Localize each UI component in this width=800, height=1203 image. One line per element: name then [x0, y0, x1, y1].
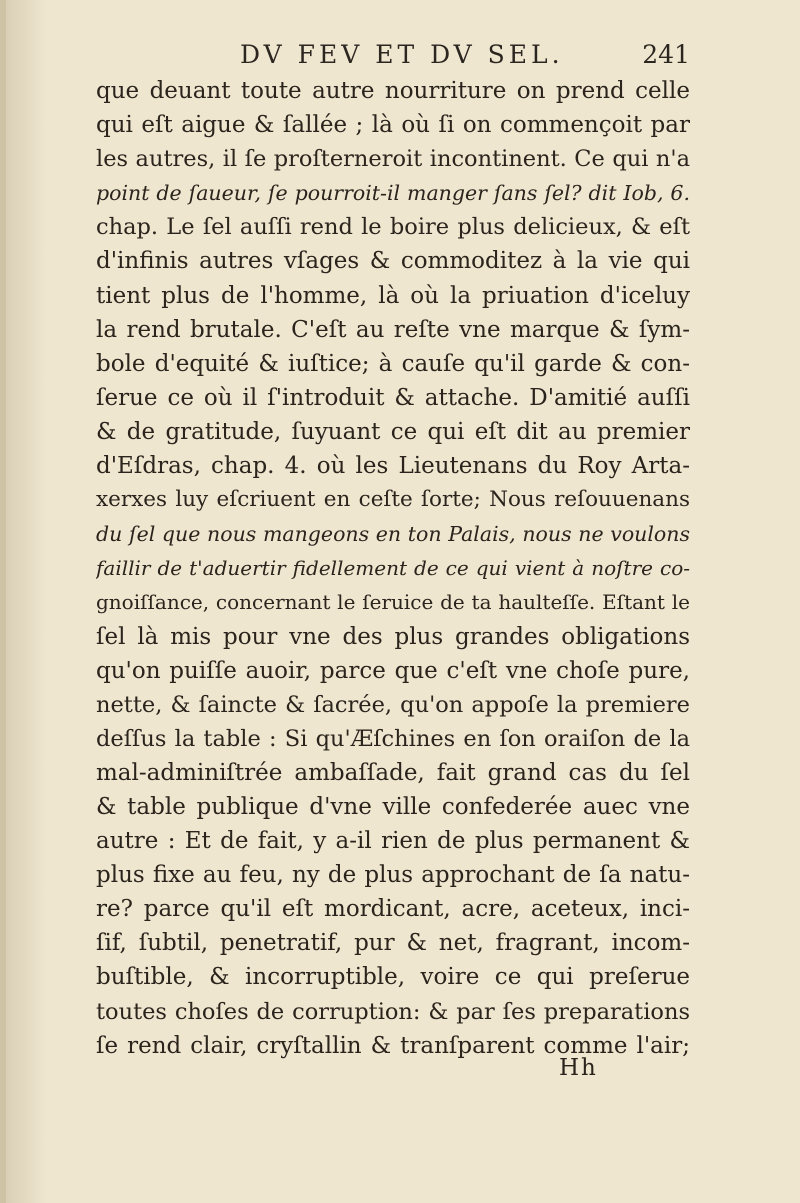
text-line: point de ſaueur, ſe pourroit-il manger ſans ſel? dit Iob, 6.	[96, 181, 690, 206]
text-line: d'Eſdras, chap. 4. où les Lieutenans du Roy Arta-	[96, 453, 690, 480]
text-line: ſel là mis pour vne des plus grandes obligations	[96, 623, 690, 650]
body-text	[96, 74, 690, 1063]
text-line: d'infinis autres vſages & commoditez à la vie qui	[96, 248, 690, 275]
running-head	[90, 40, 690, 74]
text-line: faillir de t'aduertir fidellement de ce qui vient à noſtre co-	[96, 556, 690, 581]
text-line: les autres, il ſe proſterneroit incontinent. Ce qui n'a	[96, 146, 690, 173]
text-line: mal-adminiſtrée ambaſſade, fait grand cas du ſel	[96, 759, 690, 786]
text-line: qu'on puiſſe auoir, parce que c'eſt vne choſe pure,	[96, 657, 690, 684]
text-line: tient plus de l'homme, là où la priuation d'iceluy	[96, 282, 690, 309]
text-line: nette, & ſaincte & ſacrée, qu'on appoſe la premiere	[96, 691, 690, 718]
text-line: deſſus la table : Si qu'Æſchines en ſon oraiſon de la	[96, 725, 690, 752]
text-line: & de gratitude, ſuyuant ce qui eſt dit au premier	[96, 418, 690, 445]
text-line: du ſel que nous mangeons en ton Palais, nous ne voulons	[96, 522, 690, 547]
text-line: toutes choſes de corruption: & par ſes preparations	[96, 998, 690, 1025]
text-line: qui eſt aigue & ſallée ; là où ſi on commençoit par	[96, 112, 690, 139]
text-line: ſerue ce où il ſ'introduit & attache. D'amitié auſſi	[96, 384, 690, 411]
text-line: bole d'equité & iuſtice; à cauſe qu'il garde & con-	[96, 350, 690, 377]
text-line: re? parce qu'il eſt mordicant, acre, aceteux, inci-	[96, 896, 690, 923]
text-line: buſtible, & incorruptible, voire ce qui preſerue	[96, 964, 690, 991]
page-number: 241	[642, 40, 690, 69]
text-line: la rend brutale. C'eſt au reſte vne marque & ſym-	[96, 316, 690, 343]
text-line: & table publique d'vne ville confederée auec vne	[96, 793, 690, 820]
text-line: chap. Le ſel auſſi rend le boire plus delicieux, & eſt	[96, 214, 690, 241]
text-line: gnoiſſance, concernant le ſeruice de ta haulteſſe. Eſtant le	[96, 590, 690, 615]
text-line: ſif, ſubtil, penetratif, pur & net, fragrant, incom-	[96, 930, 690, 957]
text-line: xerxes luy eſcriuent en ceſte ſorte; Nous reſouuenans	[96, 487, 690, 513]
running-title: DV FEV ET DV SEL.	[240, 40, 564, 69]
text-line: plus fixe au feu, ny de plus approchant de ſa natu-	[96, 862, 690, 889]
text-line: autre : Et de fait, y a-il rien de plus permanent &	[96, 828, 690, 855]
text-line: que deuant toute autre nourriture on prend celle	[96, 78, 690, 104]
text-line: ſe rend clair, cryſtallin & tranſparent comme l'air;	[96, 1032, 690, 1059]
catchword: Hh	[559, 1055, 598, 1081]
